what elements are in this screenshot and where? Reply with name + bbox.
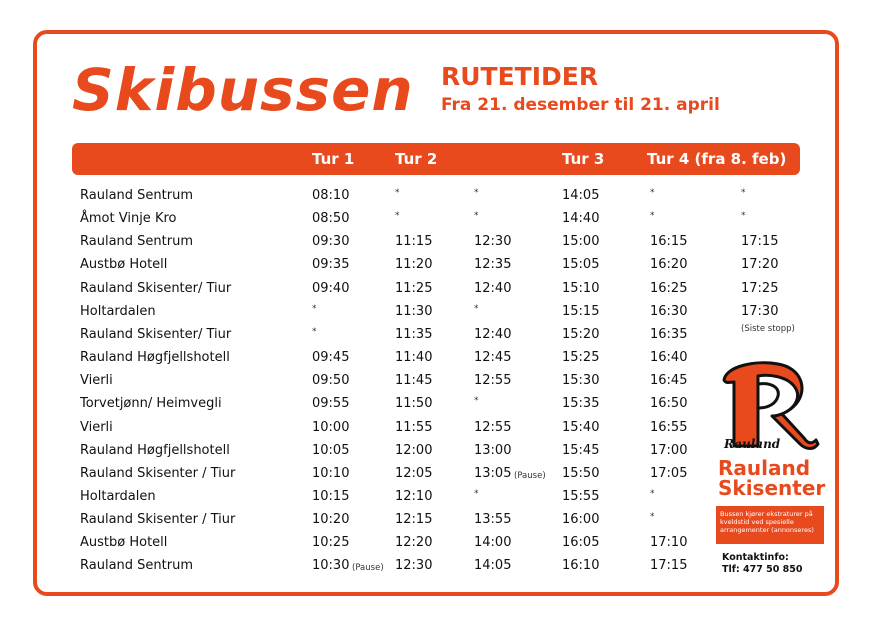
header-tur4: Tur 4 (fra 8. feb) — [647, 150, 787, 168]
departure-time: 15:40 — [562, 420, 600, 435]
departure-time: * — [650, 489, 655, 499]
departure-time: * — [395, 188, 400, 198]
departure-time: * — [312, 304, 317, 314]
departure-time: 15:05 — [562, 257, 600, 272]
departure-time: 12:40 — [474, 327, 512, 342]
departure-time: 09:55 — [312, 396, 350, 411]
departure-time: 12:00 — [395, 443, 433, 458]
departure-time: 12:45 — [474, 350, 512, 365]
departure-time: 11:45 — [395, 373, 433, 388]
logo-wordmark — [718, 458, 825, 498]
departure-time: 09:50 — [312, 373, 350, 388]
departure-time: 12:10 — [395, 489, 433, 504]
departure-time: 11:20 — [395, 257, 433, 272]
departure-time: 11:25 — [395, 281, 433, 296]
departure-time: 17:20 — [741, 257, 779, 272]
departure-time: 16:50 — [650, 396, 688, 411]
departure-time: 12:30 — [395, 558, 433, 573]
departure-time: 11:30 — [395, 304, 433, 319]
departure-time: 16:40 — [650, 350, 688, 365]
departure-time: * — [474, 304, 479, 314]
departure-time: 17:15 — [741, 234, 779, 249]
departure-time: 10:10 — [312, 466, 350, 481]
departure-time: * — [474, 396, 479, 406]
departure-time: 12:40 — [474, 281, 512, 296]
stop-name: Rauland Sentrum — [80, 188, 193, 203]
departure-time: 12:05 — [395, 466, 433, 481]
departure-time: 12:20 — [395, 535, 433, 550]
departure-time: 15:15 — [562, 304, 600, 319]
departure-time: 10:15 — [312, 489, 350, 504]
departure-time: * — [741, 211, 746, 221]
departure-time: 09:40 — [312, 281, 350, 296]
departure-time: 17:00 — [650, 443, 688, 458]
departure-time: 14:00 — [474, 535, 512, 550]
departure-time: * — [395, 211, 400, 221]
departure-time: 10:20 — [312, 512, 350, 527]
info-box: Bussen kjører ekstraturer på kveldstid ved spesielle arrangementer (annonseres) — [716, 506, 824, 544]
departure-time: 15:20 — [562, 327, 600, 342]
departure-time: 10:05 — [312, 443, 350, 458]
departure-time: * — [474, 211, 479, 221]
stop-name: Rauland Skisenter/ Tiur — [80, 327, 232, 342]
departure-time: * — [650, 211, 655, 221]
departure-time: 16:10 — [562, 558, 600, 573]
header-tur2: Tur 2 — [395, 150, 438, 168]
departure-time: 09:30 — [312, 234, 350, 249]
logo-small-text: Rauland — [724, 437, 781, 451]
departure-time: 17:15 — [650, 558, 688, 573]
departure-time: * — [741, 188, 746, 198]
departure-time: 15:25 — [562, 350, 600, 365]
departure-time: 15:35 — [562, 396, 600, 411]
stop-name: Rauland Skisenter / Tiur — [80, 512, 236, 527]
stop-name: Rauland Skisenter / Tiur — [80, 466, 236, 481]
departure-time: 13:00 — [474, 443, 512, 458]
stop-name: Rauland Høgfjellshotell — [80, 443, 230, 458]
departure-time: 16:25 — [650, 281, 688, 296]
departure-time: 12:55 — [474, 373, 512, 388]
departure-time: 11:55 — [395, 420, 433, 435]
contact-phone: Tlf: 477 50 850 — [722, 564, 803, 575]
header-tur3: Tur 3 — [562, 150, 605, 168]
departure-time: 16:00 — [562, 512, 600, 527]
departure-time: 11:15 — [395, 234, 433, 249]
departure-time: 14:05 — [562, 188, 600, 203]
stop-name: Austbø Hotell — [80, 257, 168, 272]
departure-time: 16:55 — [650, 420, 688, 435]
stop-name: Rauland Sentrum — [80, 558, 193, 573]
stop-name: Åmot Vinje Kro — [80, 211, 177, 226]
departure-time: 13:05 — [474, 466, 512, 481]
pause-note-wrap — [352, 559, 384, 576]
contact-label: Kontaktinfo: — [722, 552, 789, 563]
departure-time: 16:35 — [650, 327, 688, 342]
pause-note: (Pause) — [352, 563, 384, 573]
departure-time: 16:45 — [650, 373, 688, 388]
poster-title: Skibussen — [72, 56, 414, 124]
departure-time: 10:30 — [312, 558, 350, 573]
departure-time: 11:40 — [395, 350, 433, 365]
header-tur1: Tur 1 — [312, 150, 355, 168]
departure-time: 16:30 — [650, 304, 688, 319]
departure-time: 16:05 — [562, 535, 600, 550]
departure-time: 17:05 — [650, 466, 688, 481]
departure-time: * — [650, 188, 655, 198]
departure-time: 09:45 — [312, 350, 350, 365]
departure-time: 12:55 — [474, 420, 512, 435]
stop-name: Rauland Skisenter/ Tiur — [80, 281, 232, 296]
departure-time: 09:35 — [312, 257, 350, 272]
rauland-r-logo-icon — [716, 358, 821, 456]
stop-name: Vierli — [80, 373, 113, 388]
departure-time: 15:45 — [562, 443, 600, 458]
departure-time: 13:55 — [474, 512, 512, 527]
departure-time: 15:30 — [562, 373, 600, 388]
departure-time: 14:40 — [562, 211, 600, 226]
pause-note-wrap — [514, 467, 546, 484]
stop-name: Holtardalen — [80, 489, 156, 504]
stop-name: Vierli — [80, 420, 113, 435]
logo-line1: Rauland — [718, 456, 811, 480]
departure-time: 14:05 — [474, 558, 512, 573]
stop-name: Holtardalen — [80, 304, 156, 319]
departure-time: 17:30 — [741, 304, 779, 319]
stop-name: Rauland Høgfjellshotell — [80, 350, 230, 365]
departure-time: 12:35 — [474, 257, 512, 272]
siste-stopp-note: (Siste stopp) — [741, 324, 795, 334]
departure-time: 08:10 — [312, 188, 350, 203]
departure-time: 10:25 — [312, 535, 350, 550]
departure-time: 11:35 — [395, 327, 433, 342]
subtitle: RUTETIDER — [441, 62, 599, 91]
departure-time: 12:30 — [474, 234, 512, 249]
departure-time: 15:00 — [562, 234, 600, 249]
departure-time: 10:00 — [312, 420, 350, 435]
departure-time: 11:50 — [395, 396, 433, 411]
stop-name: Rauland Sentrum — [80, 234, 193, 249]
date-range: Fra 21. desember til 21. april — [441, 95, 720, 115]
departure-time: 08:50 — [312, 211, 350, 226]
contact-info — [722, 552, 802, 576]
departure-time: 16:15 — [650, 234, 688, 249]
departure-time: 16:20 — [650, 257, 688, 272]
stop-name: Torvetjønn/ Heimvegli — [80, 396, 222, 411]
departure-time: * — [474, 489, 479, 499]
stop-name: Austbø Hotell — [80, 535, 168, 550]
departure-time: * — [312, 327, 317, 337]
departure-time: 12:15 — [395, 512, 433, 527]
departure-time: 17:10 — [650, 535, 688, 550]
departure-time: 17:25 — [741, 281, 779, 296]
departure-time: * — [650, 512, 655, 522]
pause-note: (Pause) — [514, 471, 546, 481]
departure-time: 15:55 — [562, 489, 600, 504]
logo-line2: Skisenter — [718, 476, 826, 500]
departure-time: 15:10 — [562, 281, 600, 296]
departure-time: * — [474, 188, 479, 198]
departure-time: 15:50 — [562, 466, 600, 481]
